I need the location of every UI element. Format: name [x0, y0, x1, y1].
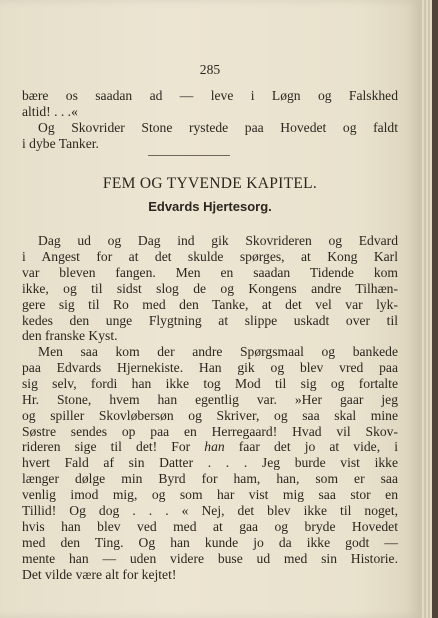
text-line: med den Ting. Og han kunde jo da ikke godt —: [22, 534, 398, 550]
text-line: sig selv, fordi han ikke tog Mod til sig og fortalte: [22, 375, 398, 391]
book-spine: [432, 0, 438, 618]
text-line: mente han — uden videre buse ud med sin Historie.: [22, 550, 398, 566]
text-line: længer dølge min Byrd for ham, han, som er saa: [22, 471, 398, 487]
section-divider: [148, 155, 230, 156]
text-line: Men saa kom der andre Spørgsmaal og bankede: [38, 344, 398, 359]
text-line: Det vilde være alt for kejtet!: [22, 566, 177, 582]
text-fragment: faar det jo at vide, i: [238, 439, 398, 455]
text-line: Dag ud og Dag ind gik Skovrideren og Edvard: [38, 233, 398, 248]
text-line: altid! . . .«: [22, 103, 78, 119]
text-line: Og Skovrider Stone rystede paa Hovedet og faldt: [38, 119, 398, 135]
chapter-subtitle: Edvards Hjertesorg.: [148, 199, 272, 214]
text-line: den franske Kyst.: [22, 328, 118, 344]
emphasized-word: han: [204, 439, 225, 455]
text-line: hvert Fald af sin Datter . . . Jeg burde vist ikke: [22, 455, 398, 471]
text-line: hvis han blev ved med at gaa og bryde Hovedet: [22, 518, 398, 534]
text-line-with-emphasis: [22, 439, 398, 455]
text-line: bære os saadan ad — leve i Løgn og Falskhed: [22, 88, 398, 103]
closing-passage: [22, 88, 398, 152]
text-line: i Angest for at det skulde spørges, at Kong Karl: [22, 248, 398, 264]
text-line: gere sig til Ro med den Tanke, at det vel var lyk-: [22, 296, 398, 312]
text-fragment: rideren sige til det! For: [22, 439, 191, 455]
text-line: kedes den unge Flygtning at slippe uskadt over til: [22, 312, 398, 328]
text-line: paa Edvards Hjernekiste. Han gik og blev vred paa: [22, 359, 398, 375]
text-line: var bleven fangen. Men en saadan Tidende kom: [22, 264, 398, 280]
text-line: Tillid! Og dog . . . « Nej, det blev ikke til noget,: [22, 503, 398, 519]
text-line: Hr. Stone, hvem han egentlig var. »Her gaar jeg: [22, 391, 398, 407]
text-line: venlig imod mig, og som har vist mig saa stor en: [22, 487, 398, 503]
text-line: Søstre sendes op paa en Herregaard! Hvad vil Skov-: [22, 423, 398, 439]
text-line: ikke, og til sidst slog de og Kongens andre Tilhæn-: [22, 280, 398, 296]
paragraph-1: [22, 233, 398, 344]
chapter-title: FEM OG TYVENDE KAPITEL.: [102, 175, 318, 192]
text-line: i dybe Tanker.: [22, 135, 99, 151]
text-line: og spiller Skovløbersøn og Skriver, og saa skal mine: [22, 407, 398, 423]
paragraph-2: [22, 344, 398, 583]
page-number: 285: [199, 62, 221, 77]
